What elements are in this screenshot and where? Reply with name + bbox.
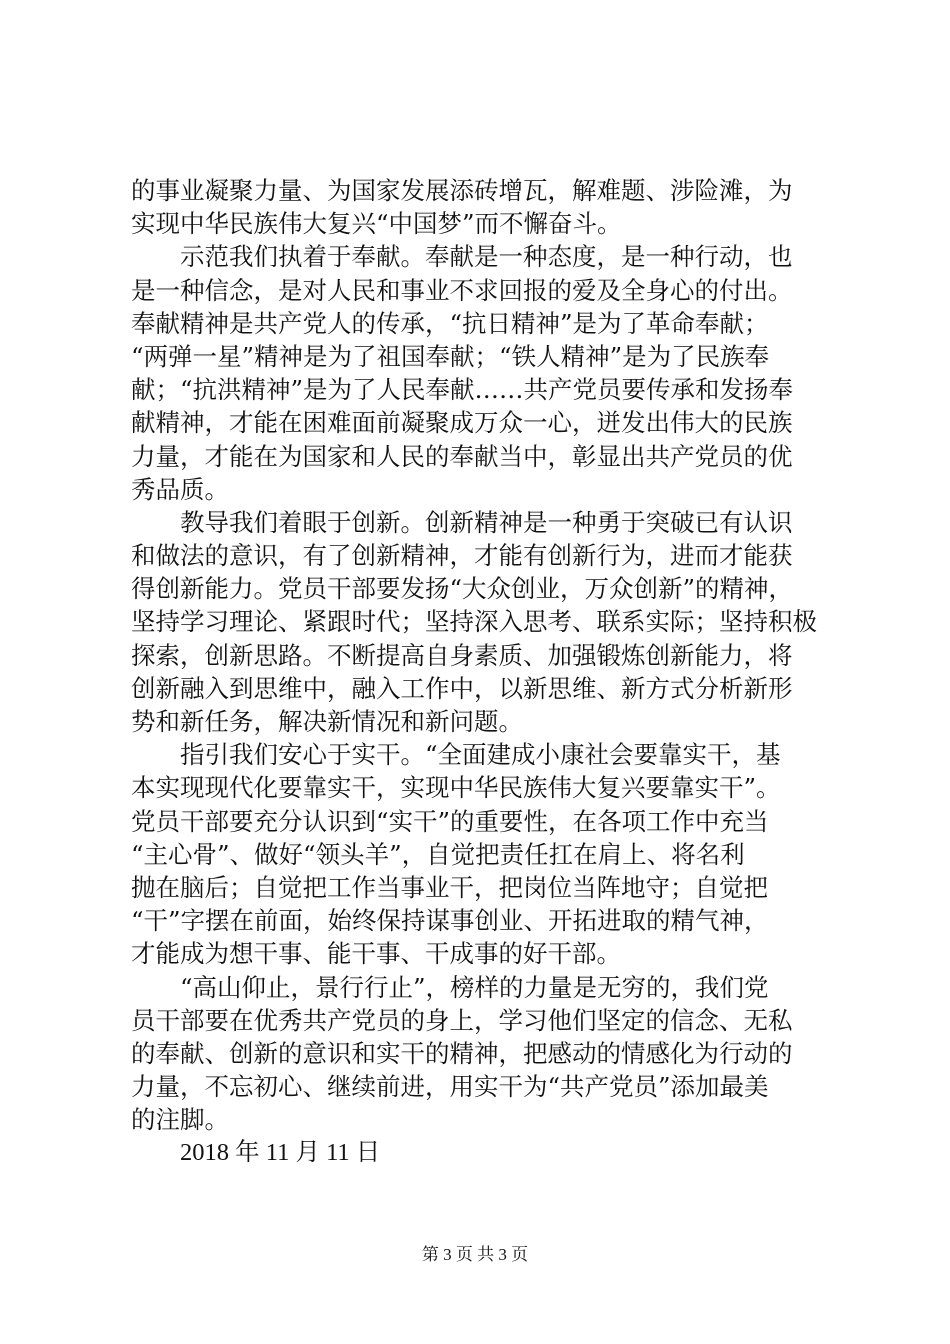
text-line: 是一种信念，是对人民和事业不求回报的爱及全身心的付出。 — [131, 275, 793, 305]
text-line: 探索，创新思路。不断提高自身素质、加强锻炼创新能力，将 — [131, 640, 793, 670]
text-line: 坚持学习理论、紧跟时代；坚持深入思考、联系实际；坚持积极 — [131, 607, 817, 637]
text-line: 才能成为想干事、能干事、干成事的好干部。 — [131, 939, 621, 969]
text-line: 和做法的意识，有了创新精神，才能有创新行为，进而才能获 — [131, 541, 793, 571]
text-line: 示范我们执着于奉献。奉献是一种态度，是一种行动，也 — [180, 242, 793, 272]
text-line: 势和新任务，解决新情况和新问题。 — [131, 707, 523, 736]
text-line: 抛在脑后；自觉把工作当事业干，把岗位当阵地守；自觉把 — [131, 872, 768, 902]
text-line: 党员干部要充分认识到“实干”的重要性，在各项工作中充当 — [131, 806, 769, 836]
text-line: 教导我们着眼于创新。创新精神是一种勇于突破已有认识 — [180, 507, 793, 537]
text-line: 秀品质。 — [131, 474, 229, 504]
page-footer: 第 3 页 共 3 页 — [421, 1245, 529, 1264]
text-line: 指引我们安心于实干。“全面建成小康社会要靠实干，基 — [180, 740, 781, 770]
document-date: 2018 年 11 月 11 日 — [180, 1139, 381, 1167]
text-line: 员干部要在优秀共产党员的身上，学习他们坚定的信念、无私 — [131, 1005, 793, 1035]
text-line: 本实现现代化要靠实干，实现中华民族伟大复兴要靠实干”。 — [131, 773, 781, 803]
text-line: 力量，不忘初心、继续前进，用实干为“共产党员”添加最美 — [131, 1072, 769, 1102]
text-line: 的注脚。 — [131, 1105, 229, 1135]
text-line: 献；“抗洪精神”是为了人民奉献……共产党员要传承和发扬奉 — [131, 375, 794, 405]
text-line: “高山仰止，景行行止”，榜样的力量是无穷的，我们党 — [180, 972, 769, 1002]
text-line: “两弹一星”精神是为了祖国奉献；“铁人精神”是为了民族奉 — [131, 341, 770, 371]
text-line: 力量，才能在为国家和人民的奉献当中，彰显出共产党员的优 — [131, 441, 793, 471]
text-line: “主心骨”、做好“领头羊”，自觉把责任扛在肩上、将名利 — [131, 839, 745, 869]
text-line: 得创新能力。党员干部要发扬“大众创业，万众创新”的精神， — [131, 574, 794, 604]
text-line: 献精神，才能在困难面前凝聚成万众一心，迸发出伟大的民族 — [131, 408, 793, 438]
text-line: 的事业凝聚力量、为国家发展添砖增瓦，解难题、涉险滩，为 — [131, 176, 793, 205]
text-line: 实现中华民族伟大复兴“中国梦”而不懈奋斗。 — [131, 209, 622, 239]
text-line: 奉献精神是共产党人的传承，“抗日精神”是为了革命奉献； — [131, 308, 769, 338]
text-line: 创新融入到思维中，融入工作中，以新思维、新方式分析新形 — [131, 673, 793, 703]
document-body — [131, 174, 831, 1170]
text-line: 的奉献、创新的意识和实干的精神，把感动的情感化为行动的 — [131, 1038, 793, 1068]
text-line: “干”字摆在前面，始终保持谋事创业、开拓进取的精气神， — [131, 906, 769, 936]
